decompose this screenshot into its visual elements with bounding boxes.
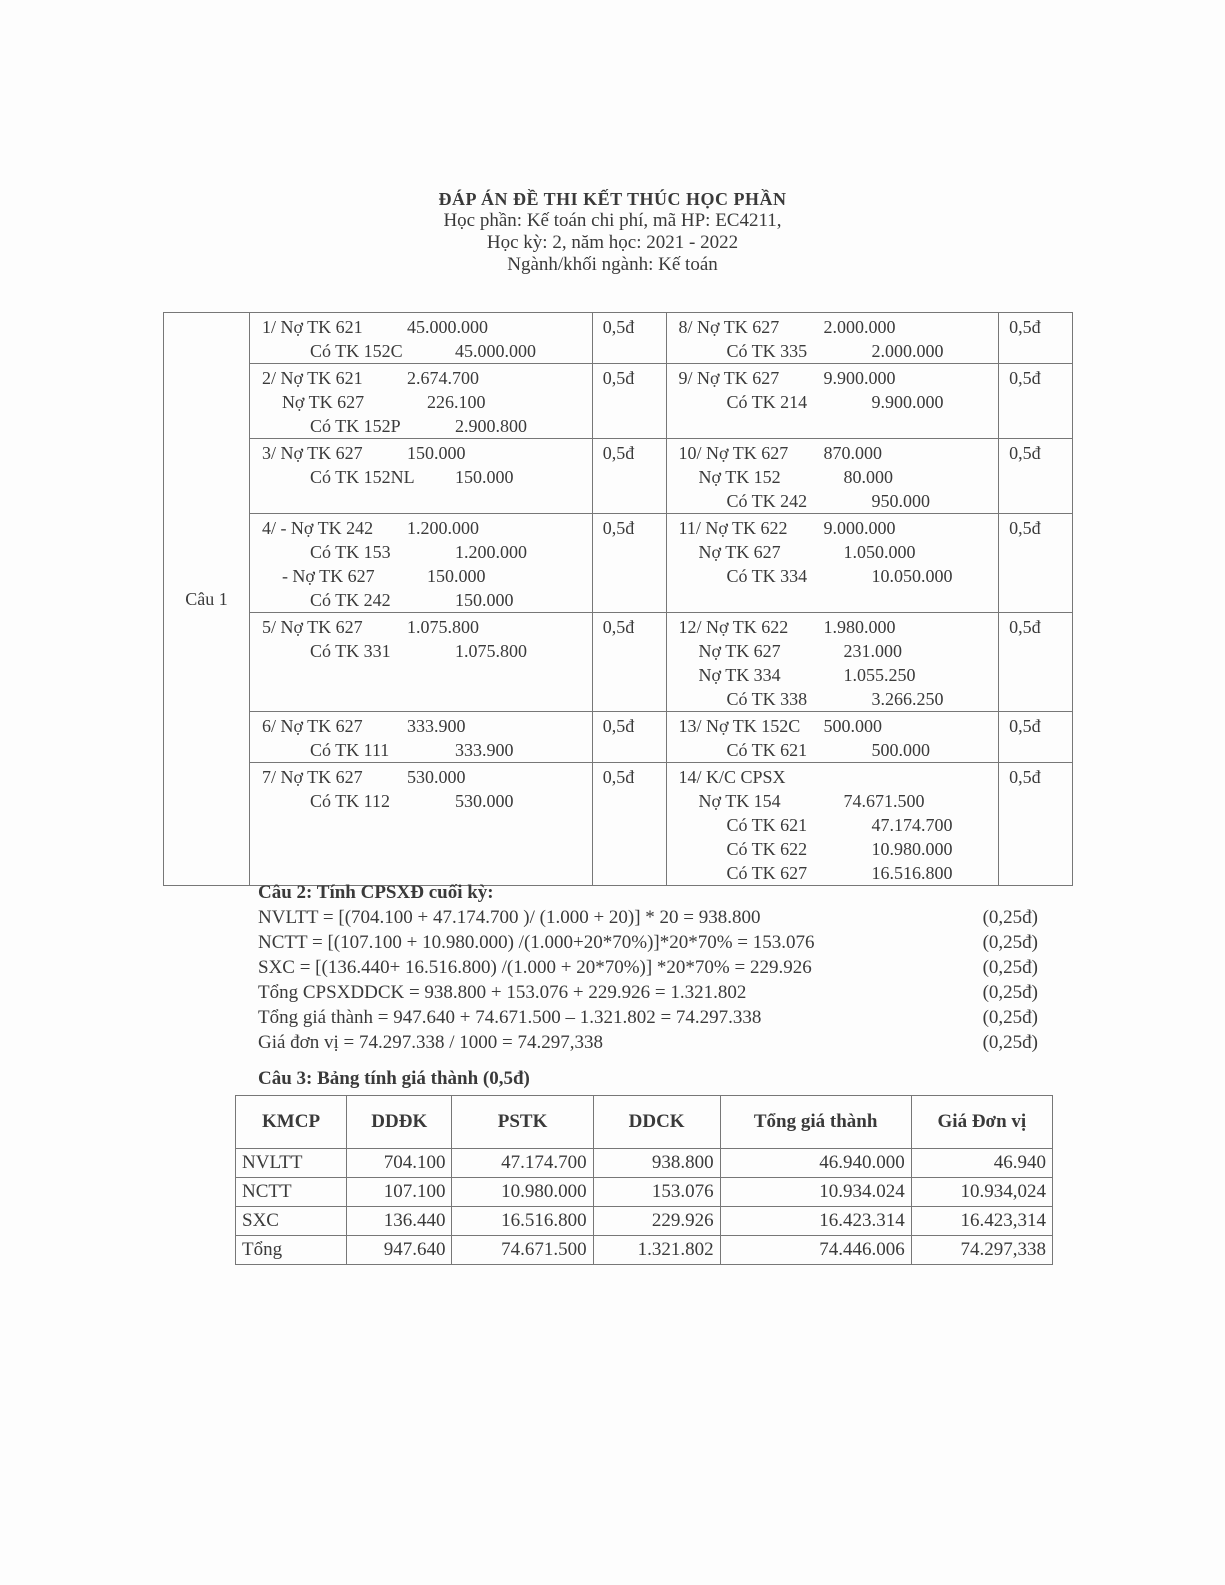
formula-line <box>258 980 1038 1005</box>
amount: 2.674.700 <box>406 368 479 388</box>
entry-line <box>262 789 592 813</box>
account: Có TK 152P <box>309 416 401 436</box>
account: 7/ Nợ TK 627 <box>261 767 363 787</box>
document-header <box>0 188 1225 276</box>
column-header: DDĐK <box>347 1096 452 1149</box>
q2-heading: Câu 2: Tính CPSXĐ cuối kỳ: <box>258 882 494 903</box>
account: 8/ Nợ TK 627 <box>678 317 780 337</box>
journal-entry <box>249 439 592 514</box>
account: 12/ Nợ TK 622 <box>678 617 789 637</box>
account: Có TK 621 <box>726 740 808 760</box>
account: Có TK 242 <box>309 590 391 610</box>
amount: 10.980.000 <box>871 839 953 859</box>
table-cell: 10.934.024 <box>720 1178 911 1207</box>
amount: 150.000 <box>426 566 486 586</box>
table-row <box>236 1207 1053 1236</box>
amount: 1.980.000 <box>823 617 896 637</box>
account: Có TK 152C <box>309 341 403 361</box>
entry-line <box>679 516 999 540</box>
score: 0,5đ <box>592 613 666 712</box>
score: 0,5đ <box>999 514 1073 613</box>
account: Có TK 334 <box>726 566 808 586</box>
table-cell: 704.100 <box>347 1149 452 1178</box>
entry-line <box>679 315 999 339</box>
journal-entry <box>666 313 999 364</box>
table-cell: 47.174.700 <box>452 1149 593 1178</box>
account: Có TK 242 <box>726 491 808 511</box>
amount: 231.000 <box>843 641 902 661</box>
column-header: Giá Đơn vị <box>911 1096 1052 1149</box>
formula-line <box>258 905 1038 930</box>
account: 10/ Nợ TK 627 <box>678 443 789 463</box>
table-cell: NCTT <box>236 1178 347 1207</box>
account: Có TK 152NL <box>309 467 415 487</box>
table-cell: Tổng <box>236 1236 347 1265</box>
cost-table <box>235 1095 1053 1265</box>
entry-line <box>679 441 999 465</box>
column-header: KMCP <box>236 1096 347 1149</box>
column-header: PSTK <box>452 1096 593 1149</box>
major-line: Ngành/khối ngành: Kế toán <box>507 254 718 275</box>
table-cell: 74.671.500 <box>452 1236 593 1265</box>
entry-line <box>679 465 999 489</box>
score: (0,25đ) <box>982 907 1038 928</box>
entry-line <box>679 837 999 861</box>
table-cell: 10.980.000 <box>452 1178 593 1207</box>
table-row <box>236 1236 1053 1265</box>
account: 1/ Nợ TK 621 <box>261 317 363 337</box>
table-cell: 107.100 <box>347 1178 452 1207</box>
table-cell: 229.926 <box>593 1207 720 1236</box>
amount: 45.000.000 <box>454 341 536 361</box>
amount: 950.000 <box>871 491 930 511</box>
account: Nợ TK 154 <box>698 791 781 811</box>
amount: 45.000.000 <box>406 317 488 337</box>
amount: 9.000.000 <box>823 518 896 538</box>
amount: 9.900.000 <box>823 368 896 388</box>
account: Có TK 338 <box>726 689 808 709</box>
account: Có TK 153 <box>309 542 391 562</box>
column-header: DDCK <box>593 1096 720 1149</box>
semester-line: Học kỳ: 2, năm học: 2021 - 2022 <box>486 232 739 253</box>
account: 3/ Nợ TK 627 <box>261 443 363 463</box>
table-cell: 74.446.006 <box>720 1236 911 1265</box>
amount: 1.075.800 <box>454 641 527 661</box>
table-row <box>164 712 1073 763</box>
entry-line <box>262 540 592 564</box>
entry-line <box>679 615 999 639</box>
entry-line <box>262 714 592 738</box>
amount: 1.200.000 <box>454 542 527 562</box>
account: 5/ Nợ TK 627 <box>261 617 363 637</box>
table-row <box>164 364 1073 439</box>
account: 11/ Nợ TK 622 <box>678 518 788 538</box>
score: 0,5đ <box>999 364 1073 439</box>
account: 9/ Nợ TK 627 <box>678 368 780 388</box>
score: 0,5đ <box>999 613 1073 712</box>
q1-answer-table <box>163 312 1073 886</box>
journal-entry <box>249 712 592 763</box>
entry-line <box>262 738 592 762</box>
account: Nợ TK 152 <box>698 467 781 487</box>
formula: Tổng CPSXDDCK = 938.800 + 153.076 + 229.926 = 1.321.802 <box>258 982 747 1003</box>
score: 0,5đ <box>592 364 666 439</box>
amount: 150.000 <box>406 443 466 463</box>
table-cell: 46.940 <box>911 1149 1052 1178</box>
doc-title: ĐÁP ÁN ĐỀ THI KẾT THÚC HỌC PHẦN <box>438 189 787 209</box>
table-row <box>164 514 1073 613</box>
entry-line <box>262 315 592 339</box>
formula: Tổng giá thành = 947.640 + 74.671.500 – 1.321.802 = 74.297.338 <box>258 1007 762 1028</box>
table-cell: 938.800 <box>593 1149 720 1178</box>
formula-line <box>258 930 1038 955</box>
score: 0,5đ <box>592 514 666 613</box>
entry-line <box>262 441 592 465</box>
entry-line <box>679 339 999 363</box>
entry-line <box>679 540 999 564</box>
amount: 74.671.500 <box>843 791 925 811</box>
amount: 3.266.250 <box>871 689 944 709</box>
table-cell: SXC <box>236 1207 347 1236</box>
journal-entry <box>666 364 999 439</box>
table-row <box>164 439 1073 514</box>
account: 6/ Nợ TK 627 <box>261 716 363 736</box>
amount: 2.000.000 <box>823 317 896 337</box>
score: 0,5đ <box>999 439 1073 514</box>
account: 4/ - Nợ TK 242 <box>261 518 374 538</box>
table-cell: 10.934,024 <box>911 1178 1052 1207</box>
table-cell: 1.321.802 <box>593 1236 720 1265</box>
journal-entry <box>249 613 592 712</box>
amount: 16.516.800 <box>871 863 953 883</box>
amount: 1.200.000 <box>406 518 479 538</box>
entry-line <box>262 366 592 390</box>
question-label: Câu 1 <box>164 313 250 886</box>
journal-entry <box>249 514 592 613</box>
amount: 80.000 <box>843 467 893 487</box>
entry-line <box>679 390 999 414</box>
account: Có TK 214 <box>726 392 808 412</box>
course-line: Học phần: Kế toán chi phí, mã HP: EC4211, <box>443 210 782 231</box>
journal-entry <box>249 763 592 886</box>
account: - Nợ TK 627 <box>281 566 375 586</box>
amount: 150.000 <box>454 467 514 487</box>
amount: 1.075.800 <box>406 617 479 637</box>
entry-line <box>262 639 592 663</box>
journal-entry <box>666 763 999 886</box>
formula-line <box>258 1005 1038 1030</box>
amount: 500.000 <box>871 740 930 760</box>
journal-entry <box>249 313 592 364</box>
score: 0,5đ <box>999 313 1073 364</box>
score: 0,5đ <box>592 313 666 364</box>
q2-section <box>258 880 1038 1055</box>
table-row <box>164 763 1073 886</box>
journal-entry <box>666 514 999 613</box>
account: Có TK 331 <box>309 641 391 661</box>
account: Có TK 622 <box>726 839 808 859</box>
entry-line <box>679 663 999 687</box>
score: (0,25đ) <box>982 957 1038 978</box>
entry-line <box>679 564 999 588</box>
score: 0,5đ <box>999 763 1073 886</box>
amount: 9.900.000 <box>871 392 944 412</box>
account: Có TK 621 <box>726 815 808 835</box>
table-row <box>164 313 1073 364</box>
entry-line <box>262 339 592 363</box>
table-cell: 947.640 <box>347 1236 452 1265</box>
q3-heading: Câu 3: Bảng tính giá thành (0,5đ) <box>258 1068 530 1089</box>
amount: 1.055.250 <box>843 665 916 685</box>
amount: 226.100 <box>426 392 486 412</box>
amount: 10.050.000 <box>871 566 953 586</box>
amount: 333.900 <box>454 740 514 760</box>
amount: 530.000 <box>406 767 466 787</box>
entry-line <box>262 765 592 789</box>
entry-line <box>262 465 592 489</box>
entry-line <box>679 738 999 762</box>
entry-line <box>262 390 592 414</box>
account: Nợ TK 627 <box>698 542 781 562</box>
entry-line <box>679 789 999 813</box>
score: 0,5đ <box>592 712 666 763</box>
entry-line <box>262 516 592 540</box>
entry-line <box>679 639 999 663</box>
table-cell: 153.076 <box>593 1178 720 1207</box>
account: Nợ TK 627 <box>281 392 365 412</box>
account: 13/ Nợ TK 152C <box>678 716 801 736</box>
journal-entry <box>666 613 999 712</box>
table-row <box>236 1178 1053 1207</box>
table-row <box>164 613 1073 712</box>
score: (0,25đ) <box>982 1007 1038 1028</box>
score: 0,5đ <box>592 763 666 886</box>
amount: 333.900 <box>406 716 466 736</box>
journal-entry <box>666 439 999 514</box>
score: (0,25đ) <box>982 932 1038 953</box>
amount: 150.000 <box>454 590 514 610</box>
table-cell: 46.940.000 <box>720 1149 911 1178</box>
formula: Giá đơn vị = 74.297.338 / 1000 = 74.297,338 <box>258 1032 603 1053</box>
journal-entry <box>249 364 592 439</box>
amount: 870.000 <box>823 443 882 463</box>
column-header: Tổng giá thành <box>720 1096 911 1149</box>
score: (0,25đ) <box>982 982 1038 1003</box>
entry-line <box>262 414 592 438</box>
amount: 530.000 <box>454 791 514 811</box>
account: Có TK 627 <box>726 863 808 883</box>
formula-line <box>258 1030 1038 1055</box>
account: Có TK 112 <box>309 791 390 811</box>
entry-line <box>679 765 999 789</box>
account: Nợ TK 334 <box>698 665 781 685</box>
account: Có TK 335 <box>726 341 808 361</box>
formula: SXC = [(136.440+ 16.516.800) /(1.000 + 20*70%)] *20*70% = 229.926 <box>258 957 812 978</box>
formula: NVLTT = [(704.100 + 47.174.700 )/ (1.000 + 20)] * 20 = 938.800 <box>258 907 761 928</box>
amount: 1.050.000 <box>843 542 916 562</box>
table-cell: 16.423.314 <box>720 1207 911 1236</box>
amount: 2.900.800 <box>454 416 527 436</box>
amount: 47.174.700 <box>871 815 953 835</box>
entry-line <box>679 687 999 711</box>
score: 0,5đ <box>999 712 1073 763</box>
entry-line <box>262 615 592 639</box>
account: Nợ TK 627 <box>698 641 781 661</box>
entry-line <box>262 564 592 588</box>
table-cell: 74.297,338 <box>911 1236 1052 1265</box>
table-cell: 16.516.800 <box>452 1207 593 1236</box>
amount: 500.000 <box>823 716 882 736</box>
score: 0,5đ <box>592 439 666 514</box>
entry-line <box>679 813 999 837</box>
account: 14/ K/C CPSX <box>678 767 786 787</box>
entry-line <box>679 366 999 390</box>
score: (0,25đ) <box>982 1032 1038 1053</box>
table-cell: NVLTT <box>236 1149 347 1178</box>
entry-line <box>679 489 999 513</box>
entry-line <box>262 588 592 612</box>
account: Có TK 111 <box>309 740 390 760</box>
table-row <box>236 1149 1053 1178</box>
formula-line <box>258 955 1038 980</box>
journal-entry <box>666 712 999 763</box>
table-cell: 16.423,314 <box>911 1207 1052 1236</box>
entry-line <box>679 714 999 738</box>
account: 2/ Nợ TK 621 <box>261 368 363 388</box>
table-cell: 136.440 <box>347 1207 452 1236</box>
formula: NCTT = [(107.100 + 10.980.000) /(1.000+20*70%)]*20*70% = 153.076 <box>258 932 815 953</box>
amount: 2.000.000 <box>871 341 944 361</box>
